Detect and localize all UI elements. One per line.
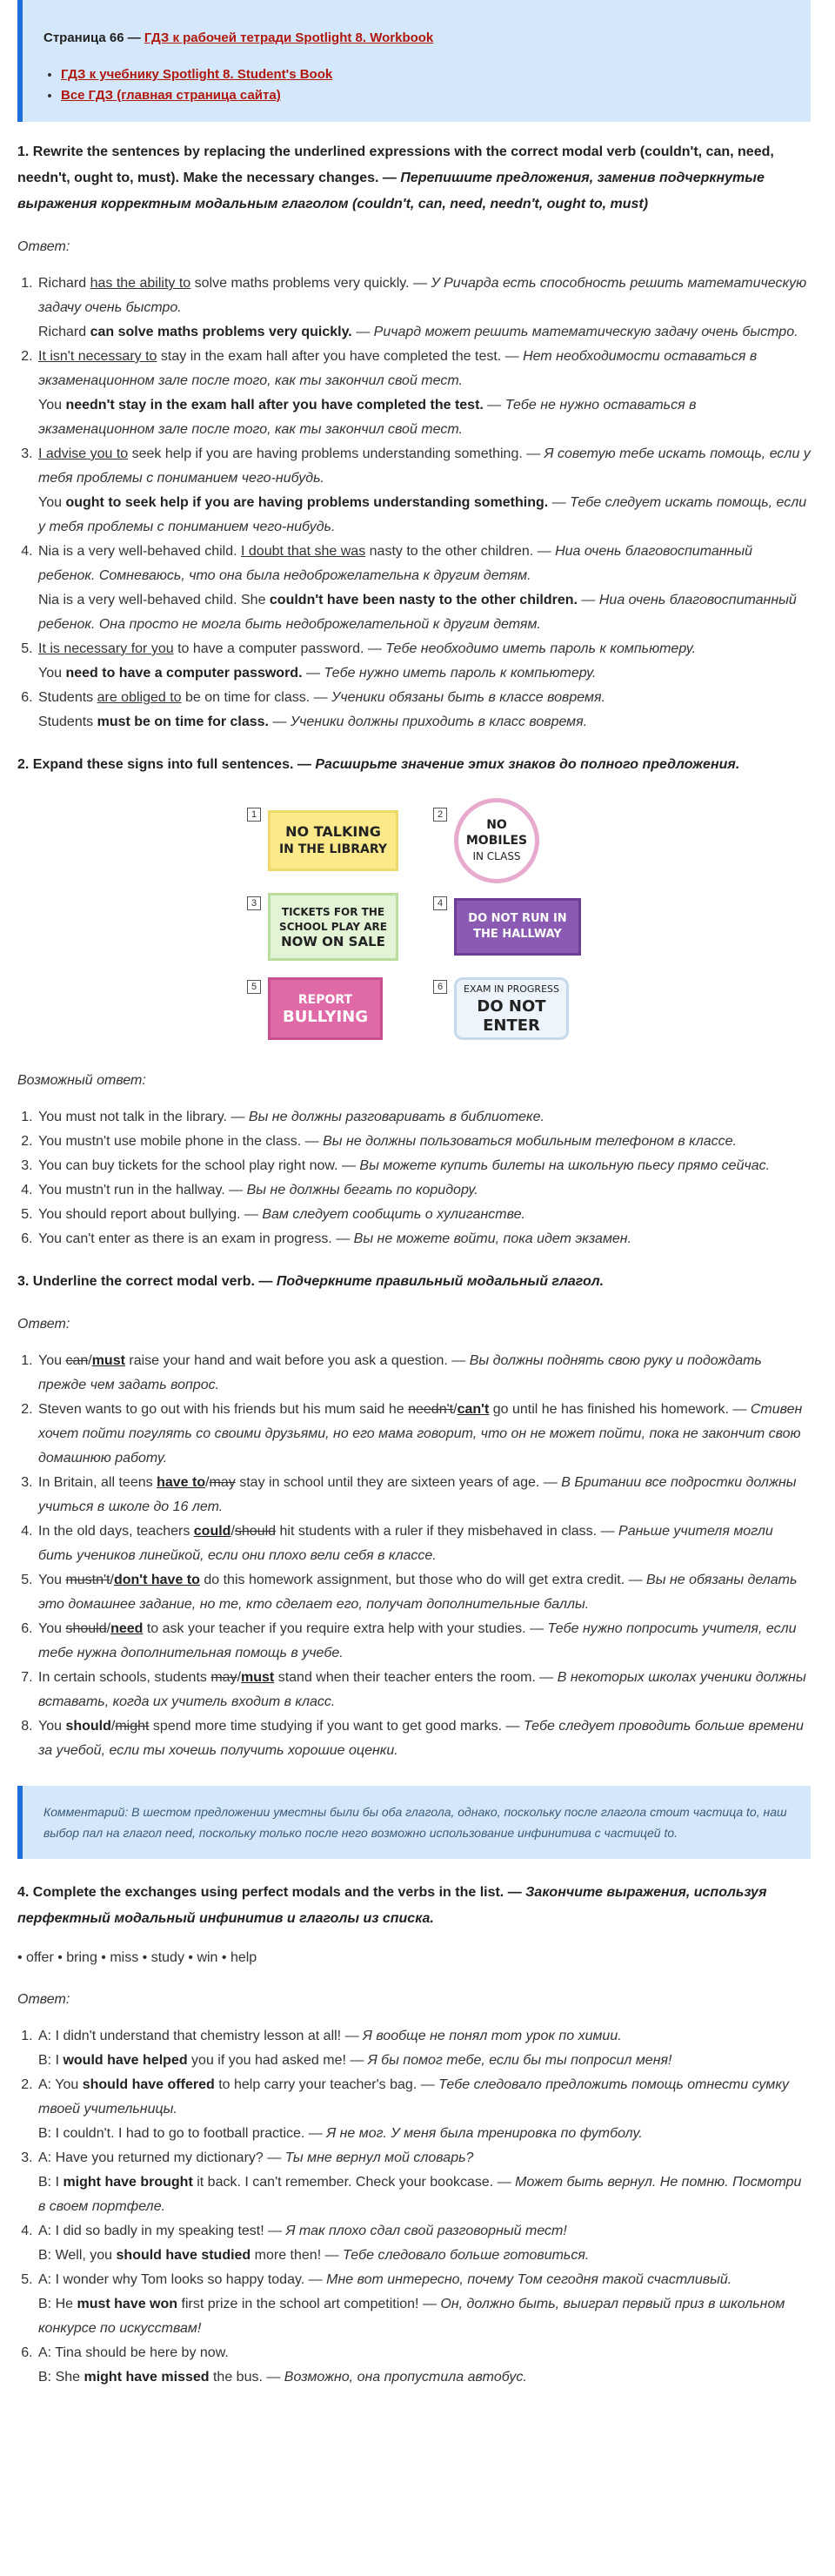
translation: Стивен хочет пойти погулять со своими друзьями, но его мама говорит, что он не может пойти, пока не закончит свою домашнюю работу. [38, 1402, 803, 1466]
text: B: I couldn't. I had to go to football practice. — [38, 2126, 327, 2141]
nav-top-line [43, 28, 790, 49]
list-item: 4. In the old days, teachers could/should hit students with a ruler if they misbehaved in class. — Раньше учителя могли бить учеников линейкой, если они плохо вели себя в классе. [37, 1519, 811, 1568]
q3-title [17, 1269, 811, 1295]
all-gdz-link[interactable]: Все ГДЗ (главная страница сайта) [61, 88, 281, 103]
translation: Ученики обязаны быть в классе вовремя. [331, 690, 605, 705]
translation: Ричард может решить математическую задачу очень быстро. [373, 325, 798, 339]
list-item: 8. You should/might spend more time studying if you want to get good marks. — Тебе следует проводить больше времени за учебой, если ты хочешь получить хорошие оценки. [37, 1714, 811, 1763]
text: to ask your teacher if you require extra help with your studies. — [143, 1621, 548, 1636]
sign-cell-4 [433, 891, 581, 963]
wrong-option: may [209, 1475, 236, 1490]
wrong-option: should [234, 1524, 277, 1539]
text: it back. I can't remember. Check your bookcase. — [192, 2175, 516, 2190]
list-item [37, 1130, 811, 1154]
q3-answers [37, 1349, 811, 1763]
q4-answer-label: Ответ: [17, 1992, 70, 2007]
sign-number: 2 [433, 808, 447, 822]
text: go until he has finished his homework. — [489, 1402, 751, 1417]
translation: Вы не можете войти, пока идет экзамен. [353, 1231, 632, 1246]
sign-no-mobiles [454, 798, 539, 883]
q3-title-ru: Подчеркните правильный модальный глагол. [276, 1274, 605, 1289]
text: more then! — [250, 2248, 344, 2263]
translation: Ниа очень благовоспитанный ребенок. Она просто не могла быть недоброжелательной к другим детям. [38, 593, 797, 632]
translation: Вам следует сообщить о хулиганстве. [262, 1207, 525, 1222]
correct-option: could [193, 1524, 231, 1539]
sign-tickets [268, 893, 398, 961]
nav-link-item [61, 64, 790, 85]
text: You [38, 1621, 66, 1636]
text: You [38, 1719, 66, 1734]
sign-do-not-run [454, 898, 581, 956]
underlined-phrase: I advise you to [38, 446, 129, 461]
text: B: Well, you [38, 2248, 117, 2263]
nav-link-item [61, 85, 790, 106]
translation: Вы должны поднять свою руку и подождать прежде чем задать вопрос. [38, 1353, 762, 1392]
translation: В некоторых школах ученики должны вставать, когда их учитель входит в класс. [38, 1670, 806, 1709]
comment-box: Комментарий: В шестом предложении уместны были бы оба глагола, однако, поскольку после глагола стоит частица to, наш выбор пал на глагол need, поскольку только после него возможно использование инфинитива с частицей to. [17, 1786, 811, 1859]
sign-number: 3 [247, 896, 261, 910]
list-item [37, 2073, 811, 2146]
list-item [37, 2146, 811, 2219]
translation: Вы не должны разговаривать в библиотеке. [248, 1110, 544, 1124]
text: seek help if you are having problems understanding something. — [128, 446, 544, 461]
text: A: You [38, 2077, 83, 2092]
translation: Я бы помог тебе, если бы ты попросил меня! [367, 2053, 672, 2068]
text: — [548, 495, 571, 510]
text: nasty to the other children. — [365, 544, 556, 559]
signs-grid [247, 802, 581, 1043]
text: A: Tina should be here by now. [38, 2345, 229, 2360]
students-book-link[interactable]: ГДЗ к учебнику Spotlight 8. Student's Book [61, 67, 333, 82]
sign-cell-6 [433, 975, 581, 1043]
list-item: 5. You mustn't/don't have to do this homework assignment, but those who do will get extra credit. — Вы не обязаны делать это домашнее задание, но те, кто сделает его, получат дополнительные баллы. [37, 1568, 811, 1617]
text: In the old days, teachers [38, 1524, 194, 1539]
text: A: I did so badly in my speaking test! — [38, 2224, 286, 2238]
translation: Возможно, она пропустила автобус. [284, 2370, 527, 2385]
sign-cell-2 [433, 802, 581, 879]
q4-title-ru: Закончите выражения, используя перфектный модальный инфинитив и глаголы из списка. [17, 1885, 767, 1926]
q2-title-en: 2. Expand these signs into full sentences. — [17, 757, 316, 772]
text: You [38, 1573, 66, 1587]
correct-option: must [241, 1670, 275, 1685]
translation: Тебе следовало предложить помощь отнести сумку твоей учительницы. [38, 2077, 789, 2116]
sign-line: BULLYING [282, 1008, 369, 1026]
q4-title [17, 1880, 811, 1932]
translation: Он, должно быть, выиграл первый приз в школьном конкурсе по искусствам! [38, 2297, 785, 2336]
translation: Ты мне вернул мой словарь? [284, 2150, 474, 2165]
list-item: 2. Steven wants to go out with his friends but his mum said he needn't/can't go until he has finished his homework. — Стивен хочет пойти погулять со своими друзьями, но его мама говорит, что он не может пойти, пока не закончит свою домашнюю работу. [37, 1398, 811, 1471]
q1-answers [37, 272, 811, 735]
text: You [38, 1353, 66, 1368]
sign-line: IN CLASS [472, 850, 521, 862]
correct-option: must [91, 1353, 125, 1368]
sign-line: DO NOT [477, 997, 546, 1016]
list-item [37, 1227, 811, 1251]
translation: Тебе следует искать помощь, если у тебя проблемы с пониманием чего-нибудь. [38, 495, 807, 534]
text: B: He [38, 2297, 77, 2311]
workbook-link[interactable]: ГДЗ к рабочей тетради Spotlight 8. Workbook [144, 30, 434, 45]
correct-option: don't have to [113, 1573, 200, 1587]
text: — [351, 325, 374, 339]
translation: Вы не должны пользоваться мобильным телефоном в классе. [323, 1134, 737, 1149]
nav-box [17, 0, 811, 122]
text: — [302, 666, 324, 681]
text: In certain schools, students [38, 1670, 211, 1685]
page-prefix: Страница 66 — [43, 30, 144, 45]
sign-cell-5 [247, 975, 412, 1043]
translation: Я советую тебе искать помощь, если у тебя проблемы с пониманием чего-нибудь. [38, 446, 811, 486]
translation: Тебе следовало больше готовиться. [343, 2248, 590, 2263]
q2-answers [37, 1105, 811, 1251]
translation: Я не мог. У меня была тренировка по футболу. [326, 2126, 643, 2141]
text: B: I [38, 2053, 63, 2068]
answer-bold: might have brought [63, 2175, 193, 2190]
sign-line: REPORT [297, 993, 353, 1007]
nav-links [61, 64, 790, 106]
sign-line: THE HALLWAY [473, 928, 562, 941]
translation: Нет необходимости оставаться в экзаменационном зале после того, как ты закончил свой тест. [38, 349, 758, 388]
list-item [37, 2268, 811, 2341]
text: You mustn't run in the hallway. — [38, 1183, 247, 1197]
list-item [37, 1178, 811, 1203]
sign-line: ENTER [483, 1016, 540, 1035]
sign-line: TICKETS FOR THE [281, 905, 385, 918]
q2-title [17, 752, 811, 778]
translation: Я вообще не понял тот урок по химии. [363, 2029, 622, 2043]
answer-bold: couldn't have been nasty to the other children. [269, 593, 578, 607]
text: You mustn't use mobile phone in the class. — [38, 1134, 324, 1149]
wrong-option: may [210, 1670, 237, 1685]
translation: Вы не обязаны делать это домашнее задание, но те, кто сделает его, получат дополнительные баллы. [38, 1573, 798, 1612]
list-item [37, 540, 811, 637]
sign-line: NO TALKING [285, 823, 381, 840]
wrong-option: mustn't [65, 1573, 110, 1587]
text: Richard [38, 276, 90, 291]
sign-number: 6 [433, 980, 447, 994]
answer-bold: needn't stay in the exam hall after you have completed the test. [65, 398, 484, 413]
translation: Тебе следует проводить больше времени за учебой, если ты хочешь получить хорошие оценки. [38, 1719, 804, 1758]
correct-option: have to [157, 1475, 206, 1490]
translation: Тебе необходимо иметь пароль к компьютеру. [385, 641, 697, 656]
text: stay in school until they are sixteen years of age. — [235, 1475, 562, 1490]
correct-option: can't [457, 1402, 490, 1417]
text: Students [38, 690, 97, 705]
wrong-option: can [65, 1353, 89, 1368]
q1-answer-label: Ответ: [17, 239, 70, 254]
underlined-phrase: I doubt that she was [241, 544, 366, 559]
translation: Раньше учителя могли бить учеников линейкой, если они плохо вели себя в классе. [38, 1524, 773, 1563]
sign-exam-in-progress [454, 977, 569, 1040]
sign-report-bullying [268, 977, 383, 1040]
correct-option: should [65, 1719, 111, 1734]
sign-line: IN THE LIBRARY [278, 842, 388, 856]
sign-line: SCHOOL PLAY ARE [279, 920, 387, 933]
text: to help carry your teacher's bag. — [214, 2077, 439, 2092]
list-item [37, 686, 811, 735]
underlined-phrase: It isn't necessary to [38, 349, 157, 364]
text: do this homework assignment, but those who do will get extra credit. — [199, 1573, 647, 1587]
translation: Тебе нужно попросить учителя, если тебе нужна дополнительная помощь в учебе. [38, 1621, 797, 1660]
list-item [37, 272, 811, 345]
answer-bold: must be on time for class. [97, 714, 269, 729]
translation: В Британии все подростки должны учиться в школе до 16 лет. [38, 1475, 797, 1514]
answer-bold: would have helped [63, 2053, 188, 2068]
list-item: 1. You can/must raise your hand and wait before you ask a question. — Вы должны поднять свою руку и подождать прежде чем задать вопрос. [37, 1349, 811, 1398]
list-item [37, 1154, 811, 1178]
sign-no-talking [268, 810, 398, 871]
text: to have a computer password. — [173, 641, 386, 656]
text: You [38, 666, 66, 681]
text: first prize in the school art competition! — [177, 2297, 441, 2311]
list-item: 3. In Britain, all teens have to/may stay in school until they are sixteen years of age. — В Британии все подростки должны учиться в школе до 16 лет. [37, 1471, 811, 1519]
q3-answer-label: Ответ: [17, 1317, 70, 1332]
underlined-phrase: It is necessary for you [38, 641, 174, 656]
answer-bold: must have won [77, 2297, 178, 2311]
translation: Мне вот интересно, почему Том сегодня такой счастливый. [326, 2272, 732, 2287]
sign-cell-3 [247, 891, 412, 963]
translation: Тебе не нужно оставаться в экзаменационном зале после того, как ты закончил свой тест. [38, 398, 697, 437]
answer-bold: might have missed [84, 2370, 210, 2385]
signs-illustration [17, 802, 811, 1043]
text: In Britain, all teens [38, 1475, 157, 1490]
list-item [37, 1105, 811, 1130]
list-item [37, 442, 811, 540]
translation: Ученики должны приходить в класс вовремя. [290, 714, 588, 729]
answer-bold: should have studied [116, 2248, 251, 2263]
translation: Ниа очень благовоспитанный ребенок. Сомневаюсь, что она была недоброжелательна к другим детям. [38, 544, 753, 583]
text: A: Have you returned my dictionary? — [38, 2150, 285, 2165]
list-item [37, 2341, 811, 2390]
q1-title-en: 1. Rewrite the sentences by replacing the underlined expressions with the correct modal verb (couldn't, can, need, needn't, ought to, must). Make the necessary changes. — [17, 144, 774, 185]
text: You should report about bullying. — [38, 1207, 263, 1222]
q2-title-ru: Расширьте значение этих знаков до полного предложения. [315, 757, 740, 772]
text: B: I [38, 2175, 63, 2190]
q1-title-ru: Перепишите предложения, заменив подчеркнутые выражения корректным модальным глаголом (couldn't, can, need, needn't, ought to, must) [17, 171, 765, 211]
wrong-option: needn't [408, 1402, 454, 1417]
list-item: 6. You should/need to ask your teacher if you require extra help with your studies. — Тебе нужно попросить учителя, если тебе нужна дополнительная помощь в учебе. [37, 1617, 811, 1666]
text: Nia is a very well-behaved child. She [38, 593, 270, 607]
translation: Я так плохо сдал свой разговорный тест! [285, 2224, 567, 2238]
list-item [37, 637, 811, 686]
text: A: I didn't understand that chemistry lesson at all! — [38, 2029, 364, 2043]
q2-answer-label: Возможный ответ: [17, 1073, 146, 1088]
sign-line: NO [486, 818, 507, 832]
translation: Вы не должны бегать по коридору. [246, 1183, 478, 1197]
underlined-phrase: are obliged to [97, 690, 182, 705]
sign-line: EXAM IN PROGRESS [464, 983, 559, 995]
correct-option: need [110, 1621, 144, 1636]
text: B: She [38, 2370, 84, 2385]
sign-number: 5 [247, 980, 261, 994]
text: stand when their teacher enters the room. — [274, 1670, 558, 1685]
text: hit students with a ruler if they misbehaved in class. — [276, 1524, 619, 1539]
text: raise your hand and wait before you ask a question. — [124, 1353, 470, 1368]
answer-bold: need to have a computer password. [65, 666, 303, 681]
sign-number: 1 [247, 808, 261, 822]
text: You [38, 495, 66, 510]
wrong-option: should [65, 1621, 107, 1636]
sign-line: DO NOT RUN IN [468, 912, 567, 925]
wrong-option: might [115, 1719, 150, 1734]
answer-bold: can solve maths problems very quickly. [90, 325, 352, 339]
list-item [37, 2219, 811, 2268]
q4-answers [37, 2024, 811, 2390]
text: the bus. — [209, 2370, 284, 2385]
q3-title-en: 3. Underline the correct modal verb. — [17, 1274, 277, 1289]
text: Richard [38, 325, 90, 339]
text: A: I wonder why Tom looks so happy today. — [38, 2272, 327, 2287]
sign-cell-1 [247, 802, 412, 879]
sign-line: MOBILES [465, 834, 528, 848]
list-item [37, 345, 811, 442]
translation: Вы можете купить билеты на школьную пьесу прямо сейчас. [359, 1158, 771, 1173]
text: spend more time studying if you want to get good marks. — [149, 1719, 524, 1734]
text: be on time for class. — [181, 690, 332, 705]
q4-title-en: 4. Complete the exchanges using perfect modals and the verbs in the list. — [17, 1885, 526, 1900]
sign-line: NOW ON SALE [281, 933, 385, 949]
translation: Тебе нужно иметь пароль к компьютеру. [324, 666, 597, 681]
text: you if you had asked me! — [187, 2053, 368, 2068]
answer-bold: ought to seek help if you are having problems understanding something. [65, 495, 549, 510]
underlined-phrase: has the ability to [90, 276, 191, 291]
text: You can't enter as there is an exam in progress. — [38, 1231, 354, 1246]
text: — [483, 398, 505, 413]
text: Nia is a very well-behaved child. [38, 544, 241, 559]
text: You must not talk in the library. — [38, 1110, 249, 1124]
text: You [38, 398, 66, 413]
text: stay in the exam hall after you have completed the test. — [157, 349, 524, 364]
text: Steven wants to go out with his friends but his mum said he [38, 1402, 409, 1417]
list-item [37, 2024, 811, 2073]
text: — [269, 714, 291, 729]
text: Students [38, 714, 97, 729]
answer-bold: should have offered [82, 2077, 215, 2092]
verb-list: • offer • bring • miss • study • win • help [17, 1950, 257, 1965]
text: — [577, 593, 599, 607]
text: solve maths problems very quickly. — [190, 276, 431, 291]
translation: Может быть вернул. Не помню. Посмотри в своем портфеле. [38, 2175, 802, 2214]
list-item [37, 1203, 811, 1227]
sign-number: 4 [433, 896, 447, 910]
text: You can buy tickets for the school play right now. — [38, 1158, 360, 1173]
list-item: 7. In certain schools, students may/must stand when their teacher enters the room. — В некоторых школах ученики должны вставать, когда их учитель входит в класс. [37, 1666, 811, 1714]
q1-title [17, 139, 811, 218]
translation: У Ричарда есть способность решить математическую задачу очень быстро. [38, 276, 807, 315]
